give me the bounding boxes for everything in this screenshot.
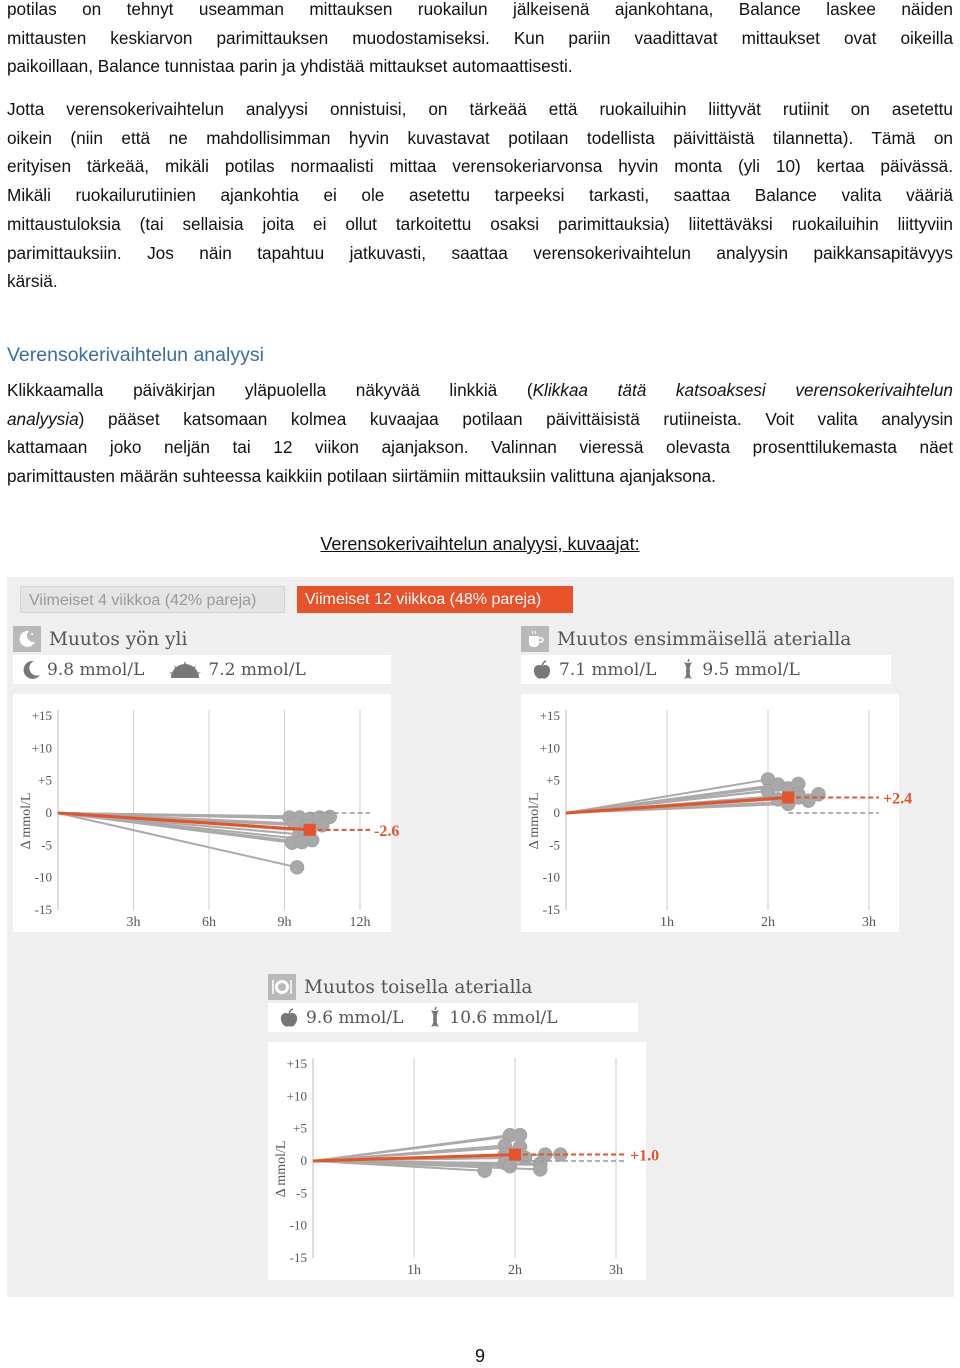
- x-tick-label: 6h: [202, 915, 216, 930]
- x-tick-label: 3h: [126, 915, 141, 930]
- measurement-point: [503, 1159, 517, 1173]
- tab-12-weeks[interactable]: Viimeiset 12 viikkoa (48% pareja): [297, 586, 573, 613]
- measurement-point: [478, 1164, 492, 1178]
- start-value: [531, 659, 656, 681]
- cup-icon: [521, 626, 549, 652]
- average-value-label: -2.6: [374, 822, 400, 840]
- panel-values: [521, 655, 891, 684]
- text-segment: Klikkaamalla päiväkirjan yläpuolella näkyvää linkkiä (: [7, 380, 533, 400]
- average-marker: [782, 791, 794, 803]
- measurement-point: [295, 835, 309, 849]
- x-tick-label: 1h: [407, 1263, 421, 1278]
- end-value: [680, 659, 799, 681]
- y-tick-label: +5: [293, 1120, 307, 1136]
- y-tick-label: +10: [286, 1088, 307, 1104]
- x-tick-label: 3h: [862, 915, 876, 930]
- average-value-label: +1.0: [630, 1147, 660, 1165]
- panel-values: [13, 655, 391, 684]
- start-value: [278, 1007, 403, 1029]
- measurement-point: [533, 1162, 547, 1176]
- text-line: potilas on tehnyt useamman mittauksen ruokailun jälkeisenä ajankohtana, Balance laskee näiden: [7, 0, 953, 19]
- y-tick-label: 0: [300, 1153, 307, 1168]
- x-tick-label: 2h: [508, 1263, 522, 1278]
- link-text-italic: analyysia: [7, 408, 79, 429]
- y-tick-label: +15: [539, 708, 560, 723]
- x-tick-label: 1h: [660, 915, 674, 930]
- text-segment: ) pääset katsomaan kolmea kuvaajaa potilaan päivittäisistä rutiineista. Voit valita analyysin: [78, 408, 953, 429]
- text-line: oikein (niin että ne mahdollisimman hyvin kuvastavat potilaan todellista päivittäistä tilannetta). Tämä on: [7, 127, 953, 148]
- y-tick-label: 0: [45, 805, 52, 820]
- y-axis-label: Δ mmol/L: [527, 792, 542, 850]
- chart-night: [13, 694, 400, 932]
- panel-title: Muutos toisella aterialla: [304, 976, 533, 998]
- y-tick-label: +15: [286, 1056, 307, 1071]
- start-value: [23, 660, 144, 680]
- moon-icon: [23, 660, 41, 680]
- plate-icon: [268, 974, 296, 1000]
- x-tick-label: 9h: [277, 915, 292, 930]
- panel-header: [268, 974, 532, 1000]
- y-tick-label: +5: [546, 772, 560, 788]
- text-line: kärsiä.: [7, 271, 58, 292]
- start-value-text: 7.1 mmol/L: [559, 659, 657, 680]
- y-tick-label: -15: [542, 902, 560, 917]
- text-line: paikoillaan, Balance tunnistaa parin ja yhdistää mittaukset automaattisesti.: [7, 56, 573, 77]
- routines-paragraph: [7, 95, 953, 296]
- chart-night-svg: [13, 694, 400, 932]
- link-text-italic: Klikkaa tätä katsoaksesi verensokerivaihtelun: [532, 380, 953, 400]
- end-value-text: 10.6 mmol/L: [449, 1007, 558, 1028]
- y-tick-label: -15: [34, 902, 52, 917]
- text-line: parimittausten määrän suhteessa kaikkiin potilaan siirtämiin mittauksiin valittuna ajanjaksona.: [7, 466, 716, 487]
- chart-first-meal: [521, 694, 913, 932]
- average-value-label: +2.4: [883, 790, 913, 808]
- text-line: kattamaan joko neljän tai 12 viikon ajanjakson. Valinnan vieressä olevasta prosenttilukemasta näet: [7, 437, 953, 458]
- y-tick-label: 0: [553, 805, 560, 820]
- y-tick-label: -10: [34, 869, 52, 885]
- y-axis-label: Δ mmol/L: [19, 792, 34, 850]
- y-tick-label: +10: [539, 740, 560, 756]
- measurement-point: [290, 860, 304, 874]
- text-line: Jotta verensokerivaihtelun analyysi onnistuisi, on tärkeää että ruokailuihin liittyvät rutiinit on asetettu: [7, 99, 953, 119]
- text-line: erityisen tärkeää, mikäli potilas normaalisti mittaa verensokeriarvonsa hyvin monta (yli 10) kertaa päivässä.: [7, 156, 953, 177]
- y-tick-label: +10: [31, 740, 52, 756]
- end-value: [427, 1007, 557, 1029]
- measurement-point: [812, 787, 826, 801]
- panel-title: Muutos ensimmäisellä aterialla: [557, 628, 852, 650]
- panel-header: [521, 626, 851, 652]
- panel-first-meal-change: [521, 626, 913, 932]
- chart-second-meal-svg: [268, 1042, 660, 1280]
- average-marker: [304, 824, 316, 836]
- text-line: parimittauksiin. Jos näin tapahtuu jatkuvasti, saattaa verensokerivaihtelun analyysin paikkansapitävyys: [7, 242, 953, 263]
- start-value-text: 9.8 mmol/L: [47, 659, 145, 680]
- y-tick-label: -10: [289, 1217, 307, 1233]
- apple-core-icon: [427, 1007, 443, 1029]
- page-number: 9: [474, 1346, 485, 1366]
- y-tick-label: +5: [38, 772, 52, 788]
- apple-core-icon: [680, 659, 696, 681]
- section-heading: Verensokerivaihtelun analyysi: [7, 344, 264, 366]
- tab-4-weeks[interactable]: Viimeiset 4 viikkoa (42% pareja): [20, 586, 285, 613]
- y-tick-label: +15: [31, 708, 52, 723]
- apple-icon: [531, 659, 553, 681]
- panel-night-change: [13, 626, 400, 932]
- y-tick-label: -15: [289, 1250, 307, 1265]
- y-tick-label: -5: [296, 1185, 307, 1201]
- chart-second-meal: [268, 1042, 660, 1280]
- panel-header: [13, 626, 187, 652]
- end-value: [168, 660, 305, 680]
- x-tick-label: 3h: [609, 1263, 623, 1278]
- y-axis-label: Δ mmol/L: [274, 1140, 289, 1198]
- analysis-paragraph: [7, 376, 953, 491]
- panel-title: Muutos yön yli: [49, 628, 188, 650]
- text-line: mittaustuloksia (tai sellaisia joita ei ollut tarkoitettu osaksi parimittauksia) liitettäväksi ruokailuihin liittyviin: [7, 213, 953, 234]
- analysis-screenshot: [7, 577, 954, 1297]
- end-value-text: 9.5 mmol/L: [702, 659, 800, 680]
- panel-values: [268, 1003, 638, 1032]
- intro-paragraph: [7, 0, 953, 81]
- text-line: [7, 405, 953, 434]
- average-marker: [509, 1149, 521, 1161]
- text-line: Mikäli ruokailurutiinien ajankohtia ei ole asetettu tarpeeksi tarkasti, saattaa Balance valita vääriä: [7, 185, 953, 206]
- apple-icon: [278, 1007, 300, 1029]
- x-tick-label: 2h: [761, 915, 775, 930]
- y-tick-label: -10: [542, 869, 560, 885]
- moon-icon: [13, 626, 41, 652]
- end-value-text: 7.2 mmol/L: [208, 659, 306, 680]
- y-tick-label: -5: [549, 837, 560, 853]
- start-value-text: 9.6 mmol/L: [306, 1007, 404, 1028]
- y-tick-label: -5: [41, 837, 52, 853]
- chart-first-meal-svg: [521, 694, 913, 932]
- figure-caption: [0, 534, 960, 555]
- figure-caption-text: Verensokerivaihtelun analyysi, kuvaajat:: [320, 534, 640, 554]
- text-line: [7, 376, 953, 405]
- x-tick-label: 12h: [349, 915, 371, 930]
- sunrise-icon: [168, 660, 202, 680]
- panel-second-meal-change: [268, 974, 660, 1280]
- text-line: mittausten keskiarvon parimittauksen muodostamiseksi. Kun pariin vaadittavat mittaukset ovat oikeilla: [7, 27, 953, 48]
